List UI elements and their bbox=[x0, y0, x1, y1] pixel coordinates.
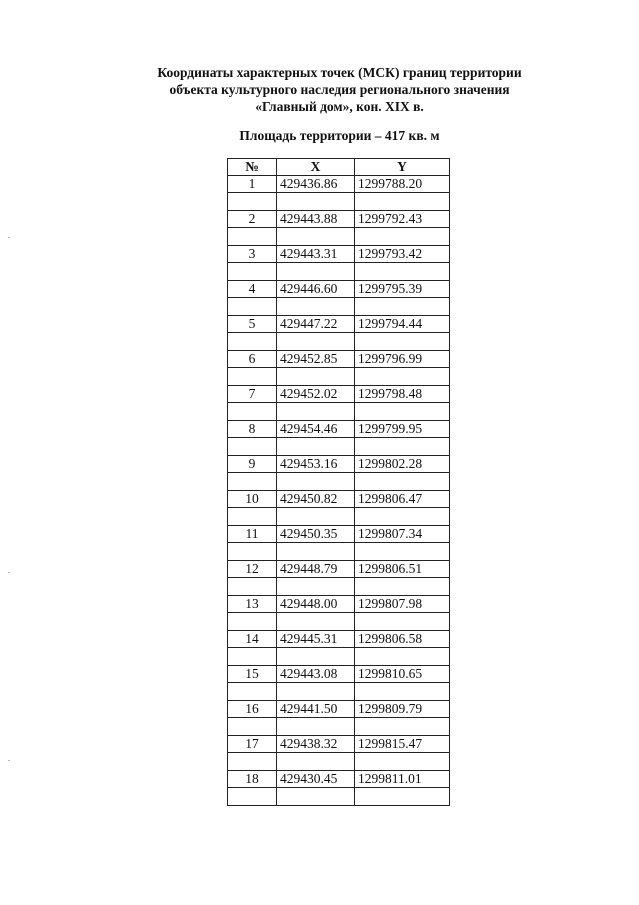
spacer-row bbox=[228, 368, 450, 386]
cell-x: 429443.08 bbox=[277, 666, 355, 683]
cell-number: 1 bbox=[228, 176, 277, 193]
empty-cell bbox=[277, 578, 355, 596]
table-row bbox=[228, 631, 450, 648]
cell-y: 1299807.34 bbox=[355, 526, 450, 543]
empty-cell bbox=[228, 228, 277, 246]
cell-x: 429453.16 bbox=[277, 456, 355, 473]
table-row bbox=[228, 666, 450, 683]
empty-cell bbox=[228, 403, 277, 421]
empty-cell bbox=[355, 403, 450, 421]
cell-y: 1299806.47 bbox=[355, 491, 450, 508]
cell-y: 1299809.79 bbox=[355, 701, 450, 718]
document-title bbox=[0, 64, 639, 115]
empty-cell bbox=[355, 578, 450, 596]
cell-y: 1299810.65 bbox=[355, 666, 450, 683]
spacer-row bbox=[228, 193, 450, 211]
cell-y: 1299802.28 bbox=[355, 456, 450, 473]
scan-speck bbox=[8, 760, 10, 761]
cell-y: 1299815.47 bbox=[355, 736, 450, 753]
empty-cell bbox=[277, 473, 355, 491]
empty-cell bbox=[355, 228, 450, 246]
column-header-y: Y bbox=[355, 159, 450, 176]
cell-number: 16 bbox=[228, 701, 277, 718]
cell-x: 429446.60 bbox=[277, 281, 355, 298]
empty-cell bbox=[277, 753, 355, 771]
empty-cell bbox=[277, 298, 355, 316]
spacer-row bbox=[228, 788, 450, 806]
table-row bbox=[228, 526, 450, 543]
empty-cell bbox=[277, 193, 355, 211]
cell-x: 429452.02 bbox=[277, 386, 355, 403]
spacer-row bbox=[228, 508, 450, 526]
cell-number: 3 bbox=[228, 246, 277, 263]
cell-number: 8 bbox=[228, 421, 277, 438]
table-row bbox=[228, 596, 450, 613]
territory-area: Площадь территории – 417 кв. м bbox=[239, 128, 440, 143]
empty-cell bbox=[355, 648, 450, 666]
empty-cell bbox=[277, 228, 355, 246]
cell-number: 15 bbox=[228, 666, 277, 683]
empty-cell bbox=[355, 333, 450, 351]
cell-x: 429443.31 bbox=[277, 246, 355, 263]
cell-number: 9 bbox=[228, 456, 277, 473]
empty-cell bbox=[228, 753, 277, 771]
empty-cell bbox=[277, 508, 355, 526]
empty-cell bbox=[228, 613, 277, 631]
empty-cell bbox=[228, 193, 277, 211]
spacer-row bbox=[228, 578, 450, 596]
cell-y: 1299807.98 bbox=[355, 596, 450, 613]
spacer-row bbox=[228, 683, 450, 701]
coordinates-table bbox=[227, 158, 450, 806]
table-row bbox=[228, 736, 450, 753]
empty-cell bbox=[277, 683, 355, 701]
empty-cell bbox=[277, 543, 355, 561]
cell-x: 429447.22 bbox=[277, 316, 355, 333]
empty-cell bbox=[228, 683, 277, 701]
empty-cell bbox=[355, 753, 450, 771]
cell-y: 1299795.39 bbox=[355, 281, 450, 298]
table-row bbox=[228, 386, 450, 403]
cell-y: 1299788.20 bbox=[355, 176, 450, 193]
cell-x: 429445.31 bbox=[277, 631, 355, 648]
empty-cell bbox=[228, 298, 277, 316]
cell-number: 5 bbox=[228, 316, 277, 333]
cell-y: 1299792.43 bbox=[355, 211, 450, 228]
cell-y: 1299796.99 bbox=[355, 351, 450, 368]
cell-number: 18 bbox=[228, 771, 277, 788]
table-row bbox=[228, 246, 450, 263]
cell-number: 6 bbox=[228, 351, 277, 368]
cell-number: 10 bbox=[228, 491, 277, 508]
empty-cell bbox=[228, 578, 277, 596]
cell-x: 429430.45 bbox=[277, 771, 355, 788]
cell-number: 7 bbox=[228, 386, 277, 403]
empty-cell bbox=[277, 403, 355, 421]
empty-cell bbox=[228, 648, 277, 666]
spacer-row bbox=[228, 753, 450, 771]
spacer-row bbox=[228, 718, 450, 736]
scan-speck bbox=[8, 237, 10, 238]
table-row bbox=[228, 351, 450, 368]
spacer-row bbox=[228, 228, 450, 246]
table-row bbox=[228, 176, 450, 193]
cell-x: 429452.85 bbox=[277, 351, 355, 368]
empty-cell bbox=[355, 543, 450, 561]
empty-cell bbox=[277, 263, 355, 281]
cell-number: 13 bbox=[228, 596, 277, 613]
cell-number: 14 bbox=[228, 631, 277, 648]
empty-cell bbox=[355, 193, 450, 211]
cell-y: 1299799.95 bbox=[355, 421, 450, 438]
spacer-row bbox=[228, 543, 450, 561]
cell-y: 1299794.44 bbox=[355, 316, 450, 333]
cell-number: 17 bbox=[228, 736, 277, 753]
empty-cell bbox=[277, 333, 355, 351]
table-row bbox=[228, 491, 450, 508]
cell-y: 1299806.51 bbox=[355, 561, 450, 578]
cell-number: 2 bbox=[228, 211, 277, 228]
cell-x: 429454.46 bbox=[277, 421, 355, 438]
cell-number: 11 bbox=[228, 526, 277, 543]
cell-x: 429443.88 bbox=[277, 211, 355, 228]
empty-cell bbox=[228, 263, 277, 281]
empty-cell bbox=[355, 438, 450, 456]
empty-cell bbox=[355, 718, 450, 736]
empty-cell bbox=[277, 613, 355, 631]
empty-cell bbox=[355, 263, 450, 281]
spacer-row bbox=[228, 438, 450, 456]
empty-cell bbox=[228, 438, 277, 456]
empty-cell bbox=[228, 508, 277, 526]
title-line-1: Координаты характерных точек (МСК) границ территории bbox=[157, 65, 522, 80]
title-line-2: объекта культурного наследия регионального значения bbox=[169, 82, 510, 97]
table-body bbox=[228, 176, 450, 806]
cell-x: 429450.82 bbox=[277, 491, 355, 508]
cell-x: 429448.79 bbox=[277, 561, 355, 578]
empty-cell bbox=[228, 333, 277, 351]
empty-cell bbox=[355, 298, 450, 316]
cell-x: 429436.86 bbox=[277, 176, 355, 193]
spacer-row bbox=[228, 648, 450, 666]
empty-cell bbox=[355, 788, 450, 806]
spacer-row bbox=[228, 613, 450, 631]
column-header-x: X bbox=[277, 159, 355, 176]
empty-cell bbox=[277, 788, 355, 806]
cell-number: 4 bbox=[228, 281, 277, 298]
empty-cell bbox=[228, 368, 277, 386]
cell-x: 429448.00 bbox=[277, 596, 355, 613]
cell-number: 12 bbox=[228, 561, 277, 578]
empty-cell bbox=[277, 718, 355, 736]
spacer-row bbox=[228, 298, 450, 316]
spacer-row bbox=[228, 263, 450, 281]
column-header-number: № bbox=[228, 159, 277, 176]
cell-y: 1299798.48 bbox=[355, 386, 450, 403]
table-row bbox=[228, 211, 450, 228]
table-row bbox=[228, 561, 450, 578]
empty-cell bbox=[228, 473, 277, 491]
empty-cell bbox=[228, 718, 277, 736]
cell-y: 1299811.01 bbox=[355, 771, 450, 788]
empty-cell bbox=[277, 648, 355, 666]
table-row bbox=[228, 421, 450, 438]
cell-y: 1299793.42 bbox=[355, 246, 450, 263]
cell-x: 429441.50 bbox=[277, 701, 355, 718]
table-row bbox=[228, 771, 450, 788]
table-row bbox=[228, 316, 450, 333]
title-line-3: «Главный дом», кон. XIX в. bbox=[255, 99, 424, 114]
empty-cell bbox=[355, 683, 450, 701]
scan-speck bbox=[8, 572, 10, 573]
empty-cell bbox=[355, 613, 450, 631]
cell-x: 429450.35 bbox=[277, 526, 355, 543]
cell-y: 1299806.58 bbox=[355, 631, 450, 648]
table-row bbox=[228, 701, 450, 718]
empty-cell bbox=[228, 543, 277, 561]
empty-cell bbox=[277, 438, 355, 456]
table-row bbox=[228, 281, 450, 298]
empty-cell bbox=[228, 788, 277, 806]
empty-cell bbox=[277, 368, 355, 386]
spacer-row bbox=[228, 333, 450, 351]
spacer-row bbox=[228, 473, 450, 491]
table-header-row bbox=[228, 159, 450, 176]
empty-cell bbox=[355, 368, 450, 386]
spacer-row bbox=[228, 403, 450, 421]
empty-cell bbox=[355, 508, 450, 526]
cell-x: 429438.32 bbox=[277, 736, 355, 753]
table-row bbox=[228, 456, 450, 473]
empty-cell bbox=[355, 473, 450, 491]
